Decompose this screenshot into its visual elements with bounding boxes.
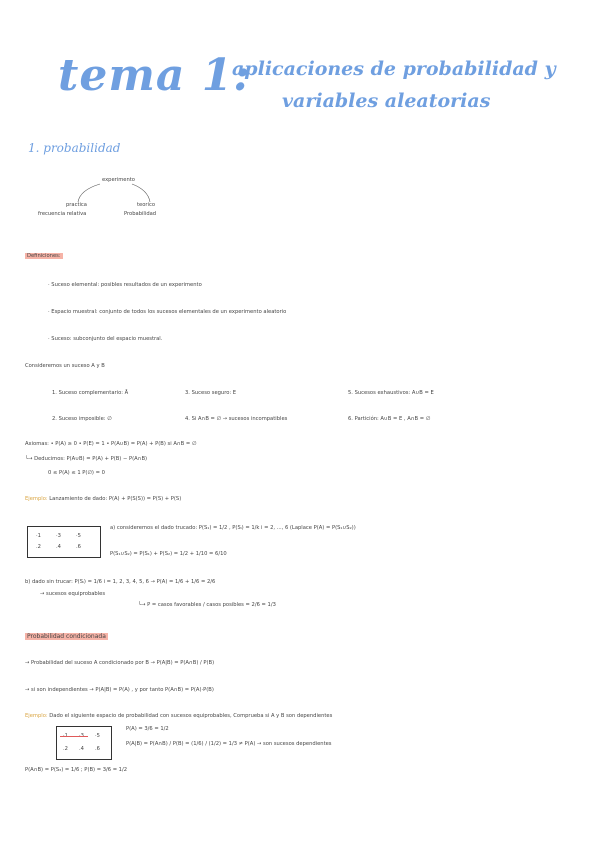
ejemplo1-a: a) consideremos el dado trucado: P(S₁) = 1/2 , P(Sᵢ) = 1/k i = 2, ..., 6 (Laplace P(A) = P(S₁∪S₂)) bbox=[110, 525, 356, 531]
definiciones-heading: Definiciones: bbox=[27, 253, 61, 259]
ejemplo2-label: Ejemplo: bbox=[25, 713, 48, 719]
list-c5: 4. Si A∩B = ∅ → sucesos incompatibles bbox=[185, 416, 288, 422]
def-item-1: · Suceso elemental: posibles resultados de un experimento bbox=[48, 282, 202, 288]
ejemplo2-text: Dado el siguiente espacio de probabilidad con sucesos equiprobables, Comprueba si A y B son dependientes bbox=[49, 713, 333, 719]
box2-cell: .6 bbox=[95, 746, 100, 752]
ejemplo2-box bbox=[56, 726, 112, 760]
tree-left2: frecuencia relativa bbox=[38, 211, 87, 217]
ejemplo2-set-a-mark bbox=[60, 736, 88, 737]
list-c1: 1. Suceso complementario: Ā bbox=[52, 390, 129, 396]
ejemplo1-b3: └→ P = casos favorables / casos posibles = 2/6 = 1/3 bbox=[138, 602, 276, 608]
tree-right1: teorico bbox=[137, 202, 155, 208]
box1-cell: .4 bbox=[56, 544, 61, 550]
title-line1: aplicaciones de probabilidad y bbox=[232, 58, 556, 80]
box1-cell: ·3 bbox=[56, 533, 61, 539]
list-c4: 2. Suceso imposible: ∅ bbox=[52, 416, 112, 422]
ejemplo2-row bbox=[25, 713, 332, 719]
prob-cond-1: → Probabilidad del suceso A condicionado por B → P(A|B) = P(A∩B) / P(B) bbox=[25, 660, 215, 666]
tree-lines bbox=[60, 182, 160, 204]
axioms-3: 0 ≤ P(A) ≤ 1 P(∅) = 0 bbox=[48, 470, 105, 476]
section-heading: 1. probabilidad bbox=[28, 141, 121, 155]
prob-cond-heading: Probabilidad condicionada bbox=[27, 633, 106, 640]
consideremos: Consideremos un suceso A y B bbox=[25, 363, 105, 369]
ejemplo1-a2: P(S₁∪S₂) = P(S₁) + P(S₂) = 1/2 + 1/10 = 6/10 bbox=[110, 551, 227, 557]
box1-cell: .2 bbox=[36, 544, 41, 550]
axioms-1: Axiomas: • P(A) ≥ 0 • P(E) = 1 • P(A∪B) = P(A) + P(B) si A∩B = ∅ bbox=[25, 441, 197, 447]
ejemplo1-row bbox=[25, 496, 181, 502]
ejemplo1-b2: → sucesos equiprobables bbox=[40, 591, 106, 597]
ejemplo1-label: Ejemplo: bbox=[25, 496, 48, 502]
box1-cell: ·1 bbox=[36, 533, 41, 539]
list-c3: 5. Sucesos exhaustivos: A∪B = E bbox=[348, 390, 434, 396]
tree-right2: Probabilidad bbox=[124, 211, 157, 217]
tree-left1: practica bbox=[66, 202, 87, 208]
axioms-2: └→ Deducimos: P(A∪B) = P(A) + P(B) − P(A∩B) bbox=[25, 456, 148, 462]
title-tema: tema 1: bbox=[58, 50, 251, 101]
box1-cell: .6 bbox=[76, 544, 81, 550]
ejemplo1-b: b) dado sin trucar: P(Sᵢ) = 1/6 i = 1, 2, 3, 4, 5, 6 → P(A) = 1/6 + 1/6 = 2/6 bbox=[25, 579, 216, 585]
box2-cell: .2 bbox=[63, 746, 68, 752]
list-c6: 6. Partición: A∪B = E , A∩B = ∅ bbox=[348, 416, 431, 422]
box1-cell: ·5 bbox=[76, 533, 81, 539]
def-item-3: · Suceso: subconjunto del espacio muestral. bbox=[48, 336, 163, 342]
ejemplo2-f1: P(A) = 3/6 = 1/2 bbox=[126, 726, 169, 732]
tree-root: experimento bbox=[102, 177, 135, 183]
ejemplo2-f3: P(A∩B) = P(S₃) = 1/6 ; P(B) = 3/6 = 1/2 bbox=[25, 767, 128, 773]
def-item-2: · Espacio muestral: conjunto de todos los sucesos elementales de un experimento aleatorio bbox=[48, 309, 287, 315]
list-c2: 3. Suceso seguro: E bbox=[185, 390, 237, 396]
title-line2: variables aleatorias bbox=[282, 90, 491, 112]
prob-cond-2: → si son independientes → P(A|B) = P(A) , y por tanto P(A∩B) = P(A)·P(B) bbox=[25, 687, 214, 693]
ejemplo1-box bbox=[27, 526, 101, 558]
box2-cell: .4 bbox=[79, 746, 84, 752]
box2-cell: ·5 bbox=[95, 733, 100, 739]
ejemplo2-f2: P(A|B) = P(A∩B) / P(B) = (1/6) / (1/2) = 1/3 ≠ P(A) → son sucesos dependientes bbox=[126, 741, 332, 747]
ejemplo1-text: Lanzamiento de dado: P(A) + P(S(S)) = P(S) + P(S) bbox=[49, 496, 182, 502]
